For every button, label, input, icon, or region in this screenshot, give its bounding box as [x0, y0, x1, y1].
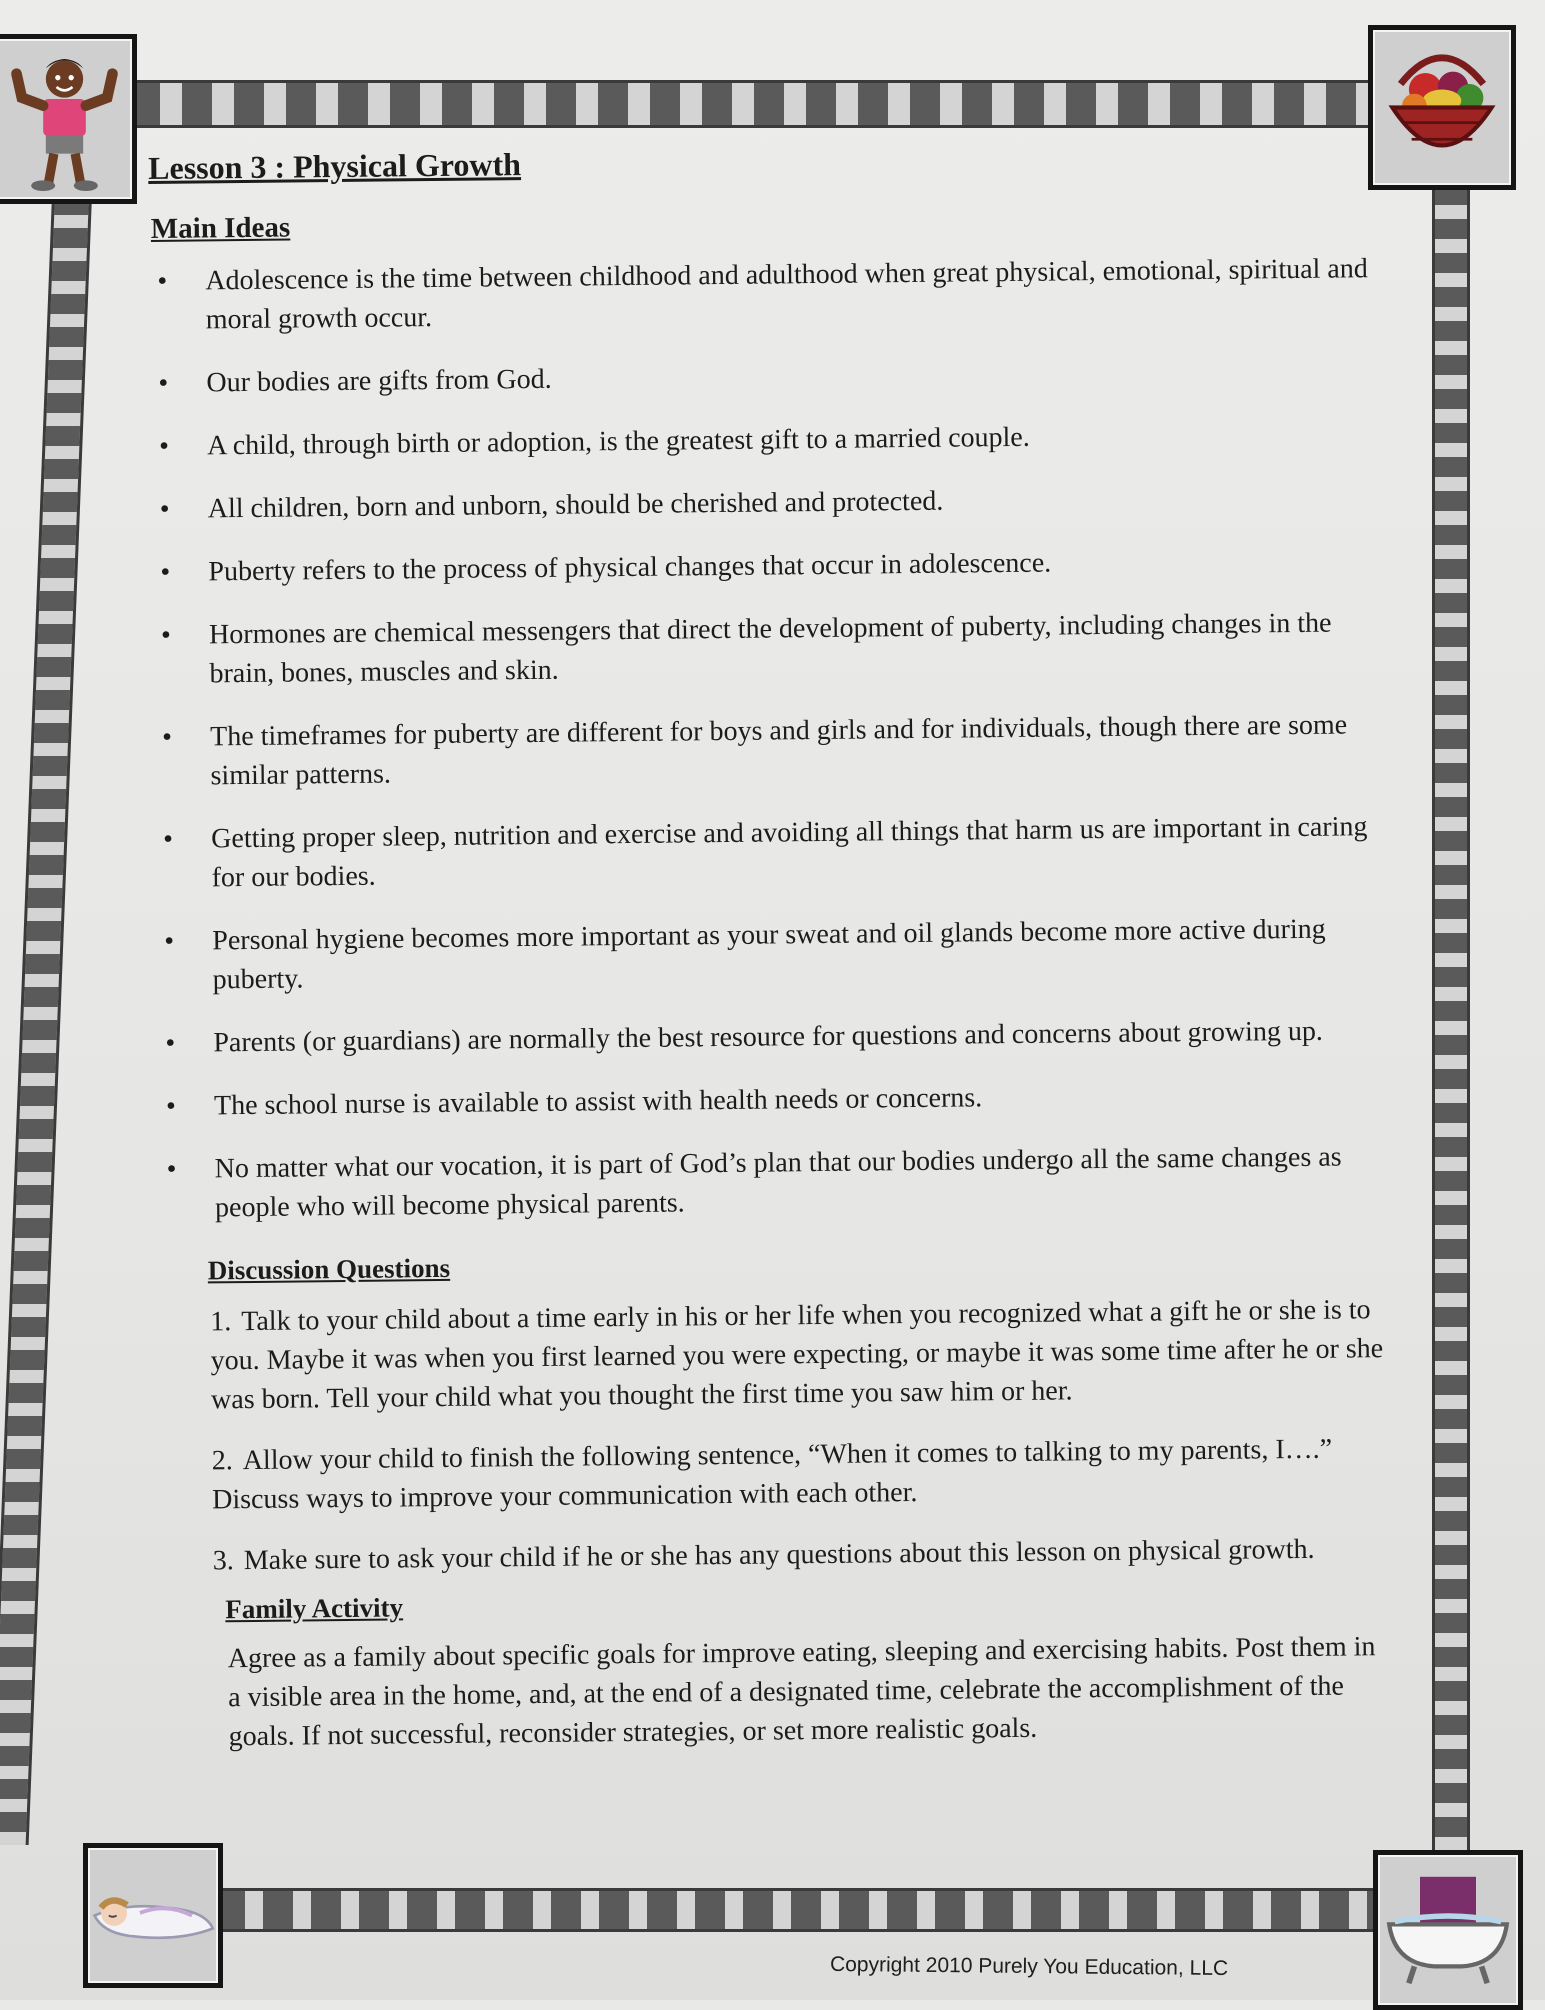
main-idea-item: • No matter what our vocation, it is part of God’s plan that our bodies undergo all the same changes as people who will become physical parents. — [158, 1137, 1404, 1228]
main-idea-item: • The timeframes for puberty are different for boys and girls and for individuals, though there are some similar patterns. — [154, 705, 1400, 796]
family-activity-text: Agree as a family about specific goals for improve eating, sleeping and exercising habits. Post them in a visible area in the home, and, at the end of a designated time, celebrate the accomplishment of the goals. If not successful, reconsider strategies, or set more realistic goals. — [227, 1631, 1376, 1753]
main-ideas-heading: Main Ideas — [150, 211, 291, 245]
question-text: Make sure to ask your child if he or she has any questions about this lesson on physical growth. — [243, 1533, 1315, 1577]
bathtub-icon — [1373, 1850, 1523, 2010]
main-idea-item: • A child, through birth or adoption, is the greatest gift to a married couple. — [151, 414, 1396, 466]
question-number: 1. — [210, 1306, 232, 1338]
discussion-question — [210, 1290, 1406, 1420]
checkered-border-left — [0, 195, 92, 1845]
copyright-notice: Copyright 2010 Purely You Education, LLC — [829, 1952, 1229, 1981]
question-number: 3. — [212, 1545, 234, 1577]
discussion-question — [213, 1529, 1408, 1581]
question-text: Talk to your child about a time early in his or her life when you recognized what a gift he or she is to you. Maybe it was when you first learned you were expecting, or maybe it was some time after he or she was born. Tell your child what you thought the first time you saw him or her. — [210, 1294, 1384, 1416]
main-idea-item: • Getting proper sleep, nutrition and exercise and avoiding all things that harm us are important in caring for our bodies. — [155, 807, 1401, 898]
main-idea-item: • All children, born and unborn, should be cherished and protected. — [152, 477, 1397, 529]
main-idea-item: • Hormones are chemical messengers that direct the development of puberty, including changes in the brain, bones, muscles and skin. — [153, 603, 1399, 694]
main-idea-item: • Our bodies are gifts from God. — [150, 351, 1395, 403]
strong-kid-icon — [0, 34, 137, 204]
question-number: 2. — [211, 1445, 233, 1477]
question-text: Allow your child to finish the following sentence, “When it comes to talking to my parents, I….” Discuss ways to improve your communication with each other. — [211, 1433, 1333, 1516]
main-idea-item: • Adolescence is the time between childhood and adulthood when great physical, emotional, spiritual and moral growth occur. — [149, 249, 1395, 340]
sleeping-child-icon — [83, 1843, 223, 1988]
family-activity-heading: Family Activity — [225, 1592, 404, 1625]
main-idea-item: • Personal hygiene becomes more important as your sweat and oil glands become more active during puberty. — [156, 909, 1402, 1000]
lesson-title: Lesson 3 : Physical Growth — [148, 146, 522, 186]
main-idea-item: • Parents (or guardians) are normally the best resource for questions and concerns about growing up. — [157, 1011, 1402, 1063]
discussion-questions-heading: Discussion Questions — [207, 1252, 451, 1286]
discussion-questions-list — [210, 1290, 1408, 1580]
main-idea-item: • The school nurse is available to assist with health needs or concerns. — [158, 1074, 1403, 1126]
checkered-border-top — [130, 80, 1385, 128]
checkered-border-bottom — [215, 1888, 1375, 1932]
lesson-content — [148, 137, 1410, 1757]
checkered-border-right — [1432, 185, 1470, 1850]
main-ideas-list — [149, 249, 1404, 1228]
main-idea-item: • Puberty refers to the process of physical changes that occur in adolescence. — [152, 540, 1397, 592]
discussion-question — [212, 1429, 1408, 1520]
